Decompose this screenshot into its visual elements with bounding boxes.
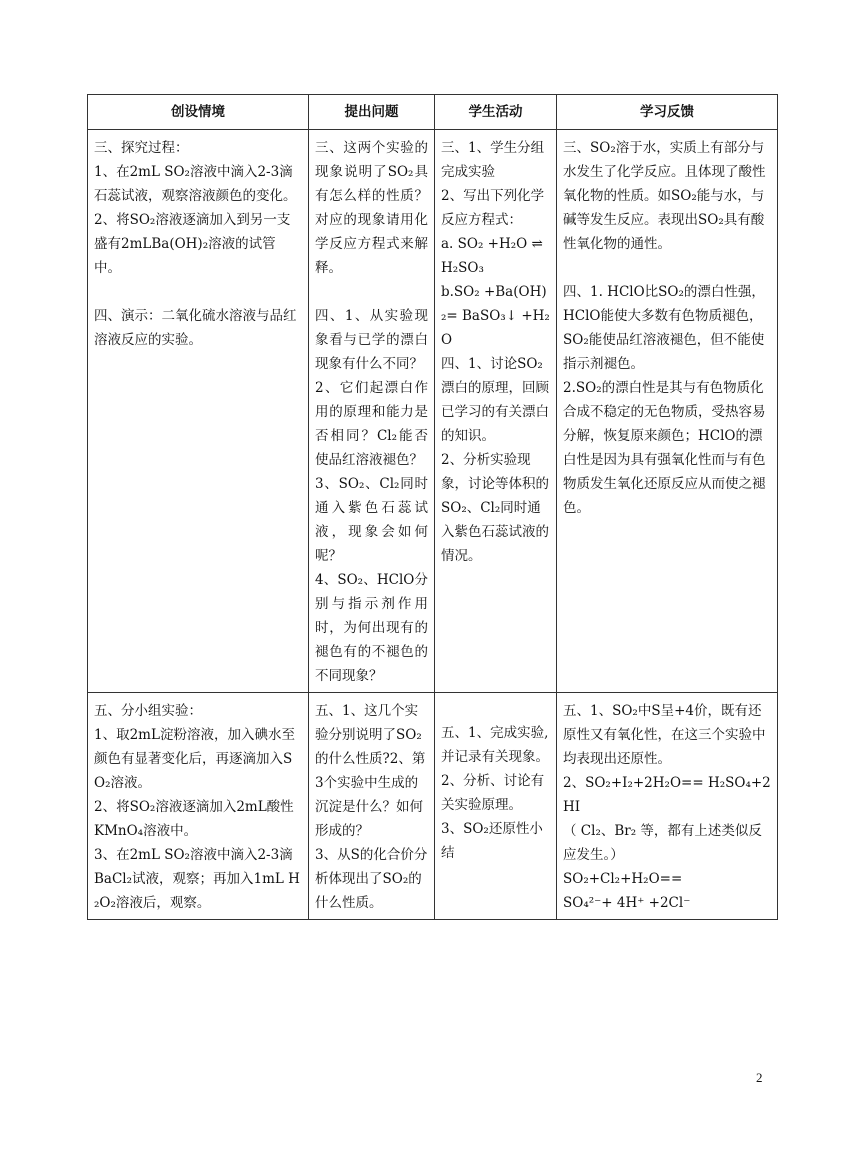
table-header-row: [88, 95, 778, 130]
activity-text: b.SO₂ +Ba(OH)₂= BaSO₃↓ +H₂O: [441, 284, 550, 348]
lesson-table: [87, 94, 778, 920]
scene-text: 2、将SO₂溶液逐滴加入2mL酸性KMnO₄溶液中。: [94, 799, 294, 839]
feedback-text: SO₄²⁻+ 4H⁺ +2Cl⁻: [563, 895, 691, 911]
scene-text: 四、演示：二氧化硫水溶液与品红溶液反应的实验。: [94, 308, 297, 348]
cell-activity: [435, 693, 557, 920]
cell-feedback: [557, 693, 778, 920]
header-activity: 学生活动: [435, 95, 557, 130]
feedback-text: （ Cl₂、Br₂ 等，都有上述类似反应发生。）: [563, 823, 762, 863]
activity-text: 三、1、学生分组完成实验: [441, 140, 545, 180]
cell-scene: [88, 693, 309, 920]
activity-text: 2、分析、讨论有关实验原理。: [441, 773, 545, 813]
header-question: 提出问题: [309, 95, 435, 130]
scene-text: 1、在2mL SO₂溶液中滴入2-3滴石蕊试液，观察溶液颜色的变化。: [94, 164, 297, 204]
scene-text: 三、探究过程：: [94, 140, 189, 156]
feedback-text: 五、1、SO₂中S呈+4价，既有还原性又有氧化性，在这三个实验中均表现出还原性。: [563, 703, 766, 767]
scene-text: 3、在2mL SO₂溶液中滴入2-3滴BaCl₂试液，观察；再加入1mL H₂O₂溶液后，观察。: [94, 847, 300, 911]
activity-text: 四、1、讨论SO₂漂白的原理，回顾已学习的有关漂白的知识。: [441, 356, 549, 444]
page-number: 2: [756, 1070, 763, 1085]
question-text: 三、这两个实验的现象说明了SO₂具有怎么样的性质？对应的现象请用化学反应方程式来解释。: [315, 140, 428, 276]
feedback-text: 2、SO₂+I₂+2H₂O== H₂SO₄+2HI: [563, 775, 771, 815]
feedback-text: 四、1. HClO比SO₂的漂白性强，HClO能使大多数有色物质褪色，SO₂能使品红溶液褪色，但不能使指示剂褪色。: [563, 284, 765, 372]
activity-text: 五、1、完成实验,并记录有关现象。: [441, 725, 549, 765]
table-row: [88, 693, 778, 920]
scene-text: 五、分小组实验：: [94, 703, 202, 719]
feedback-text: 三、SO₂溶于水，实质上有部分与水发生了化学反应。且体现了酸性氧化物的性质。如SO₂能与水，与碱等发生反应。表现出SO₂具有酸性氧化物的通性。: [563, 140, 766, 252]
cell-activity: [435, 130, 557, 693]
question-text: 3、从S的化合价分析体现出了SO₂的什么性质。: [315, 847, 428, 911]
question-text: 2、它们起漂白作用的原理和能力是否相同？Cl₂能否使品红溶液褪色？: [315, 380, 428, 468]
activity-text: 2、写出下列化学反应方程式：: [441, 188, 545, 228]
table-row: [88, 130, 778, 693]
cell-scene: [88, 130, 309, 693]
feedback-text: 2.SO₂的漂白性是其与有色物质化合成不稳定的无色物质，受热容易分解，恢复原来颜色；HClO的漂白性是因为具有强氧化性而与有色物质发生氧化还原反应从而使之褪色。: [563, 380, 766, 516]
cell-question: [309, 693, 435, 920]
header-feedback: 学习反馈: [557, 95, 778, 130]
activity-text: 3、SO₂还原性小结: [441, 821, 543, 861]
question-text: 3、SO₂、Cl₂同时通入紫色石蕊试液，现象会如何呢？: [315, 476, 428, 564]
question-text: 4、SO₂、HClO分别与指示剂作用时，为何出现有的褪色有的不褪色的不同现象？: [315, 572, 428, 684]
scene-text: 1、取2mL淀粉溶液，加入碘水至颜色有显著变化后，再逐滴加入SO₂溶液。: [94, 727, 295, 791]
activity-text: a. SO₂ +H₂O ⇌ H₂SO₃: [441, 236, 543, 276]
cell-feedback: [557, 130, 778, 693]
question-text: 四、1、从实验现象看与已学的漂白现象有什么不同？: [315, 308, 428, 372]
question-text: 五、1、这几个实验分别说明了SO₂的什么性质?2、第3个实验中生成的沉淀是什么？如何形成的？: [315, 703, 426, 839]
cell-question: [309, 130, 435, 693]
scene-text: 2、将SO₂溶液逐滴加入到另一支盛有2mLBa(OH)₂溶液的试管中。: [94, 212, 291, 276]
header-scene: 创设情境: [88, 95, 309, 130]
activity-text: 2、分析实验现象，讨论等体积的 SO₂、Cl₂同时通入紫色石蕊试液的情况。: [441, 452, 549, 564]
feedback-text: SO₂+Cl₂+H₂O==: [563, 871, 683, 887]
